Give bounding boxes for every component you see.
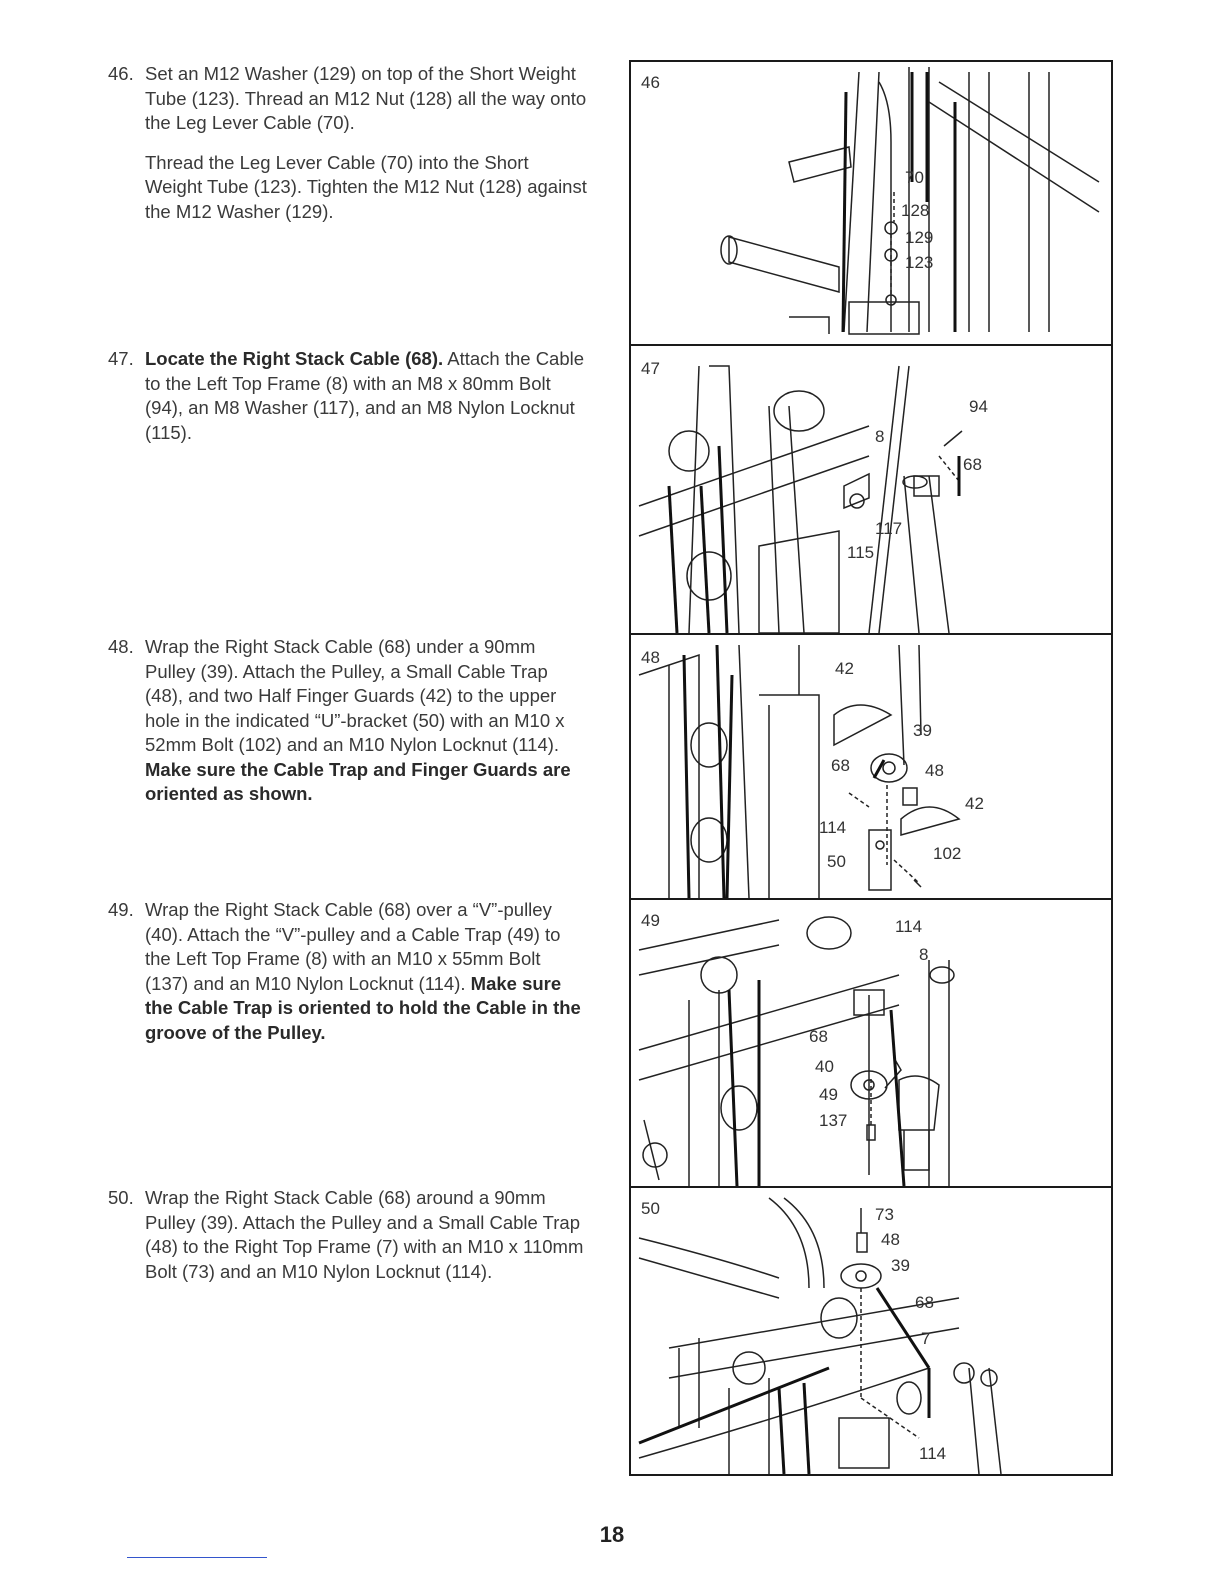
page-number: 18 bbox=[599, 1522, 625, 1547]
part-label: 70 bbox=[905, 168, 924, 187]
part-label: 128 bbox=[901, 201, 930, 220]
figure-47-drawing bbox=[629, 346, 1113, 633]
footer-link-line bbox=[127, 1557, 267, 1558]
part-label: 114 bbox=[919, 1444, 947, 1463]
figure-48-drawing bbox=[629, 635, 1113, 898]
figure-number: 49 bbox=[641, 911, 660, 930]
step-number: 49. bbox=[108, 899, 134, 920]
part-label: 8 bbox=[875, 427, 885, 446]
step-number: 46. bbox=[108, 63, 134, 84]
step-49 bbox=[108, 898, 588, 1060]
figure-number: 46 bbox=[641, 73, 660, 92]
step-47 bbox=[108, 347, 588, 460]
part-label: 68 bbox=[963, 455, 982, 474]
part-label: 39 bbox=[913, 721, 932, 740]
step-paragraph: Thread the Leg Lever Cable (70) into the Short Weight Tube (123). Tighten the M12 Nut (128) against the M12 Washer (129). bbox=[145, 151, 587, 222]
part-label: 7 bbox=[921, 1329, 931, 1348]
step-50 bbox=[108, 1186, 588, 1299]
part-label: 73 bbox=[875, 1205, 894, 1224]
part-label: 68 bbox=[831, 756, 850, 775]
step-number: 50. bbox=[108, 1187, 134, 1208]
step-text: Wrap the Right Stack Cable (68) over a “V”-pulley (40). Attach the “V”-pulley and a Cable Trap (49) to the Left Top Frame (8) with an M10 x 55mm Bolt (137) and an M10 Nylon Locknut (114). bbox=[145, 899, 561, 994]
step-46 bbox=[108, 62, 588, 239]
step-paragraph: Set an M12 Washer (129) on top of the Short Weight Tube (123). Thread an M12 Nut (128) all the way onto the Leg Lever Cable (70). bbox=[145, 63, 587, 133]
part-label: 48 bbox=[881, 1230, 900, 1249]
step-bold-lead: Locate the Right Stack Cable (68). bbox=[145, 348, 444, 369]
figure-50-drawing bbox=[629, 1188, 1113, 1474]
step-text: Wrap the Right Stack Cable (68) around a 90mm Pulley (39). Attach the Pulley and a Small Cable Trap (48) to the Right Top Frame (7) with an M10 x 110mm Bolt (73) and an M10 Nylon Locknut (114). bbox=[145, 1187, 584, 1282]
part-label: 49 bbox=[819, 1085, 838, 1104]
part-label: 39 bbox=[891, 1256, 910, 1275]
figure-46 bbox=[629, 62, 1113, 344]
part-label: 68 bbox=[809, 1027, 828, 1046]
part-label: 129 bbox=[905, 228, 934, 247]
part-label: 123 bbox=[905, 253, 934, 272]
part-label: 114 bbox=[895, 917, 923, 936]
figure-46-drawing bbox=[629, 62, 1113, 344]
step-number: 47. bbox=[108, 348, 134, 369]
figure-number: 50 bbox=[641, 1199, 660, 1218]
part-label: 94 bbox=[969, 397, 988, 416]
part-label: 48 bbox=[925, 761, 944, 780]
step-48 bbox=[108, 635, 588, 822]
figure-50 bbox=[629, 1188, 1113, 1474]
part-label: 114 bbox=[819, 818, 847, 837]
step-number: 48. bbox=[108, 636, 134, 657]
part-label: 117 bbox=[875, 519, 903, 538]
part-label: 115 bbox=[847, 543, 875, 562]
figure-number: 47 bbox=[641, 359, 660, 378]
step-bold-tail: Make sure the Cable Trap is oriented to hold the Cable in the groove of the Pulley. bbox=[145, 972, 581, 1043]
part-label: 42 bbox=[965, 794, 984, 813]
part-label: 50 bbox=[827, 852, 846, 871]
part-label: 40 bbox=[815, 1057, 834, 1076]
figure-number: 48 bbox=[641, 648, 660, 667]
figure-47 bbox=[629, 346, 1113, 633]
part-label: 42 bbox=[835, 659, 854, 678]
step-text: Wrap the Right Stack Cable (68) under a 90mm Pulley (39). Attach the Pulley, a Small Cable Trap (48), and two Half Finger Guards (42) to the upper hole in the indicated “U”-bracket (50) with an M10 x 52mm Bolt (102) and an M10 Nylon Locknut (114). bbox=[145, 636, 565, 755]
step-text: Attach the Cable to the Left Top Frame (8) with an M8 x 80mm Bolt (94), an M8 Washer (117), and an M8 Nylon Locknut (115). bbox=[145, 348, 585, 443]
part-label: 68 bbox=[915, 1293, 934, 1312]
step-bold-tail: Make sure the Cable Trap and Finger Guards are oriented as shown. bbox=[145, 758, 571, 804]
figure-49-drawing bbox=[629, 900, 1113, 1186]
figure-48 bbox=[629, 635, 1113, 898]
part-label: 8 bbox=[919, 945, 929, 964]
part-label: 102 bbox=[933, 844, 962, 863]
part-label: 137 bbox=[819, 1111, 848, 1130]
figure-49 bbox=[629, 900, 1113, 1186]
